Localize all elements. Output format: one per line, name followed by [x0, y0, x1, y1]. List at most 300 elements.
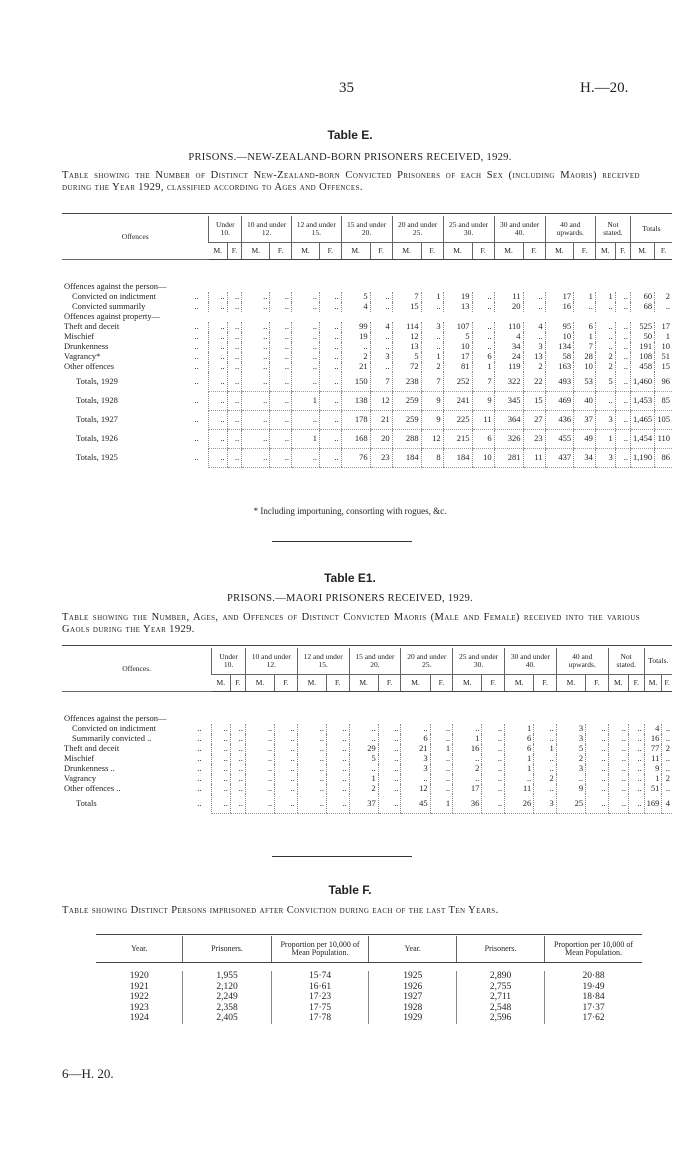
data-cell: ..: [212, 724, 231, 734]
data-cell: ..: [615, 322, 630, 332]
data-cell: ..: [628, 724, 644, 734]
data-cell: ..: [297, 754, 326, 764]
totals-cell: 5: [595, 372, 615, 391]
data-cell: 1: [644, 774, 662, 784]
data-cell: 1: [349, 774, 378, 784]
data-cell: 4: [644, 724, 662, 734]
data-cell: 11: [494, 292, 523, 302]
data-cell: ..: [595, 302, 615, 312]
data-cell: 16: [545, 302, 574, 312]
data-cell: ..: [586, 744, 609, 754]
data-cell: ..: [245, 784, 274, 794]
table-cell: 2,405: [183, 1013, 271, 1024]
table-cell: 18·84: [545, 992, 642, 1003]
data-cell: ..: [370, 332, 392, 342]
leader-dots: ..: [197, 797, 202, 808]
column-header: Year.: [369, 936, 456, 963]
data-cell: ..: [628, 774, 644, 784]
data-cell: 2: [453, 764, 482, 774]
totals-cell: 9: [421, 391, 443, 410]
data-cell: 2: [655, 292, 672, 302]
data-cell: ..: [270, 302, 292, 312]
totals-row: [62, 372, 672, 391]
data-cell: ..: [349, 734, 378, 744]
data-cell: 4: [341, 302, 370, 312]
row-label: Theft and deceit: [64, 321, 120, 332]
data-cell: ..: [370, 362, 392, 372]
data-cell: 10: [443, 342, 472, 352]
data-cell: ..: [482, 754, 505, 764]
sex-header: F.: [370, 243, 392, 260]
totals-cell: ..: [628, 794, 644, 813]
table-cell: 17·78: [271, 1013, 369, 1024]
data-cell: 12: [392, 332, 421, 342]
totals-cell: 184: [392, 448, 421, 467]
data-cell: ..: [227, 342, 242, 352]
leader-dots: ..: [194, 432, 199, 443]
data-cell: 17: [655, 322, 672, 332]
data-cell: ..: [319, 362, 341, 372]
data-cell: ..: [319, 292, 341, 302]
totals-cell: 1,460: [630, 372, 654, 391]
data-cell: ..: [326, 764, 349, 774]
totals-cell: 1: [291, 391, 319, 410]
totals-row: [62, 448, 672, 467]
data-cell: 12: [401, 784, 430, 794]
data-cell: ..: [230, 734, 245, 744]
sex-header: M.: [401, 675, 430, 692]
data-cell: 1: [453, 734, 482, 744]
row-label: Theft and deceit: [64, 743, 120, 754]
totals-cell: ..: [615, 391, 630, 410]
data-cell: 50: [630, 332, 654, 342]
data-cell: 99: [341, 322, 370, 332]
table-cell: 1924: [129, 1013, 149, 1023]
data-cell: ..: [453, 754, 482, 764]
age-group-header: Under 10.: [212, 648, 246, 675]
totals-cell: ..: [615, 410, 630, 429]
data-cell: ..: [430, 784, 453, 794]
totals-cell: 110: [655, 429, 672, 448]
sex-header: M.: [341, 243, 370, 260]
totals-cell: 34: [574, 448, 596, 467]
data-cell: ..: [270, 342, 292, 352]
data-cell: ..: [378, 754, 401, 764]
data-cell: 2: [341, 352, 370, 362]
data-cell: ..: [227, 302, 242, 312]
data-cell: ..: [482, 774, 505, 784]
data-cell: ..: [628, 754, 644, 764]
data-cell: ..: [595, 332, 615, 342]
data-cell: 3: [401, 754, 430, 764]
data-cell: ..: [212, 744, 231, 754]
totals-label: Totals, 1925: [76, 451, 118, 462]
data-cell: 68: [630, 302, 654, 312]
data-cell: ..: [270, 322, 292, 332]
totals-cell: 20: [370, 429, 392, 448]
table-cell: 17·62: [545, 1013, 642, 1024]
offences-header: Offences.: [62, 648, 212, 692]
totals-cell: ..: [615, 372, 630, 391]
data-cell: ..: [430, 764, 453, 774]
sex-header: M.: [392, 243, 421, 260]
data-cell: 5: [556, 744, 585, 754]
sex-header: M.: [644, 675, 662, 692]
row-label: Drunkenness ..: [64, 763, 115, 774]
data-cell: ..: [297, 784, 326, 794]
data-cell: ..: [275, 784, 298, 794]
data-cell: 1: [595, 292, 615, 302]
sex-header: F.: [275, 675, 298, 692]
data-cell: 9: [556, 784, 585, 794]
totals-cell: 22: [523, 372, 545, 391]
data-cell: ..: [227, 292, 242, 302]
table-cell: 2,249: [183, 992, 271, 1003]
totals-label: Totals, 1927: [76, 413, 118, 424]
row-label: Offences against the person—: [64, 281, 167, 292]
totals-cell: ..: [319, 410, 341, 429]
data-cell: ..: [245, 744, 274, 754]
data-cell: ..: [662, 724, 672, 734]
totals-cell: 215: [443, 429, 472, 448]
leader-dots: ..: [194, 291, 199, 302]
sex-header: F.: [230, 675, 245, 692]
data-cell: 6: [504, 744, 533, 754]
data-cell: ..: [453, 724, 482, 734]
data-cell: ..: [209, 352, 227, 362]
data-cell: ..: [245, 764, 274, 774]
sex-header: M.: [556, 675, 585, 692]
data-cell: ..: [472, 342, 494, 352]
data-cell: ..: [586, 734, 609, 744]
data-cell: ..: [574, 302, 596, 312]
data-cell: 72: [392, 362, 421, 372]
totals-cell: ..: [270, 410, 292, 429]
totals-cell: 7: [472, 372, 494, 391]
data-cell: ..: [227, 362, 242, 372]
data-cell: ..: [430, 734, 453, 744]
data-cell: 1: [504, 764, 533, 774]
data-cell: ..: [482, 784, 505, 794]
leader-dots: ..: [197, 753, 202, 764]
totals-cell: ..: [227, 391, 242, 410]
totals-cell: ..: [242, 429, 270, 448]
leader-dots: ..: [197, 743, 202, 754]
data-cell: ..: [534, 734, 557, 744]
table-f-title: Table F.: [328, 883, 372, 897]
age-group-header: 12 and under 15.: [291, 216, 341, 243]
totals-cell: 12: [421, 429, 443, 448]
totals-row: [62, 410, 672, 429]
age-group-header: 12 and under 15.: [297, 648, 349, 675]
data-cell: 2: [595, 352, 615, 362]
data-cell: ..: [401, 774, 430, 784]
totals-cell: 168: [341, 429, 370, 448]
data-cell: 9: [644, 764, 662, 774]
data-cell: ..: [212, 764, 231, 774]
totals-cell: ..: [270, 372, 292, 391]
data-cell: 19: [341, 332, 370, 342]
sex-header: M.: [297, 675, 326, 692]
data-cell: ..: [472, 292, 494, 302]
totals-cell: 1,453: [630, 391, 654, 410]
sex-header: M.: [242, 243, 270, 260]
totals-cell: ..: [319, 372, 341, 391]
data-cell: 6: [574, 322, 596, 332]
column-header: Prisoners.: [456, 936, 544, 963]
totals-cell: ..: [242, 410, 270, 429]
data-cell: 1: [421, 292, 443, 302]
data-cell: 1: [574, 332, 596, 342]
data-cell: 1: [574, 292, 596, 302]
data-cell: ..: [586, 764, 609, 774]
data-cell: ..: [430, 774, 453, 784]
data-cell: ..: [230, 784, 245, 794]
data-cell: 13: [392, 342, 421, 352]
data-cell: 458: [630, 362, 654, 372]
data-cell: ..: [482, 764, 505, 774]
totals-cell: ..: [595, 391, 615, 410]
data-cell: 51: [644, 784, 662, 794]
totals-cell: 11: [523, 448, 545, 467]
data-cell: 21: [341, 362, 370, 372]
data-cell: ..: [482, 744, 505, 754]
sex-header: F.: [472, 243, 494, 260]
data-cell: 10: [655, 342, 672, 352]
totals-cell: ..: [291, 410, 319, 429]
totals-cell: 36: [453, 794, 482, 813]
totals-cell: ..: [242, 391, 270, 410]
data-cell: ..: [242, 352, 270, 362]
sex-header: F.: [326, 675, 349, 692]
totals-cell: 7: [421, 372, 443, 391]
totals-cell: 37: [574, 410, 596, 429]
totals-row: [62, 391, 672, 410]
data-cell: ..: [421, 332, 443, 342]
data-cell: 16: [644, 734, 662, 744]
row-label: Mischief: [64, 753, 95, 764]
totals-cell: ..: [319, 391, 341, 410]
totals-cell: 169: [644, 794, 662, 813]
leader-dots: ..: [194, 361, 199, 372]
totals-cell: ..: [242, 372, 270, 391]
leader-dots: ..: [194, 351, 199, 362]
totals-label: Totals, 1926: [76, 432, 118, 443]
totals-cell: ..: [230, 794, 245, 813]
data-cell: 7: [574, 342, 596, 352]
totals-cell: 3: [595, 410, 615, 429]
totals-cell: 53: [574, 372, 596, 391]
data-cell: ..: [275, 754, 298, 764]
data-cell: 134: [545, 342, 574, 352]
data-cell: ..: [430, 754, 453, 764]
totals-cell: 138: [341, 391, 370, 410]
leader-dots: ..: [194, 394, 199, 405]
data-cell: 5: [341, 292, 370, 302]
data-cell: 6: [472, 352, 494, 362]
data-cell: ..: [615, 342, 630, 352]
table-row: [96, 1003, 642, 1014]
data-cell: ..: [326, 754, 349, 764]
leader-dots: ..: [194, 375, 199, 386]
data-cell: 10: [545, 332, 574, 342]
totals-cell: 455: [545, 429, 574, 448]
sex-header: M.: [291, 243, 319, 260]
data-cell: 1: [472, 362, 494, 372]
data-cell: ..: [245, 734, 274, 744]
data-cell: ..: [291, 322, 319, 332]
data-cell: ..: [326, 724, 349, 734]
data-cell: 2: [349, 784, 378, 794]
offences-header: Offences: [62, 216, 209, 260]
leader-dots: ..: [194, 331, 199, 342]
totals-cell: 86: [655, 448, 672, 467]
data-cell: ..: [297, 734, 326, 744]
age-group-header: Under 10.: [209, 216, 242, 243]
totals-cell: 259: [392, 410, 421, 429]
data-cell: ..: [326, 774, 349, 784]
sex-header: M.: [212, 675, 231, 692]
data-cell: 20: [494, 302, 523, 312]
data-cell: ..: [370, 302, 392, 312]
sex-header: F.: [628, 675, 644, 692]
data-cell: ..: [378, 734, 401, 744]
data-cell: 3: [523, 342, 545, 352]
sex-header: M.: [494, 243, 523, 260]
totals-cell: ..: [291, 448, 319, 467]
data-cell: ..: [230, 744, 245, 754]
totals-cell: 15: [523, 391, 545, 410]
data-cell: 6: [504, 734, 533, 744]
age-group-header: 10 and under 12.: [242, 216, 292, 243]
data-cell: ..: [586, 784, 609, 794]
totals-cell: ..: [209, 448, 227, 467]
row-label: Convicted summarily: [72, 301, 146, 312]
data-cell: ..: [586, 724, 609, 734]
data-cell: 17: [545, 292, 574, 302]
table-row: [62, 784, 672, 794]
table-cell: 1926: [369, 982, 456, 993]
data-cell: ..: [608, 744, 628, 754]
row-label: Convicted on indictment: [72, 723, 157, 734]
totals-cell: 437: [545, 448, 574, 467]
table-e1-title: Table E1.: [324, 571, 376, 585]
data-cell: 4: [523, 322, 545, 332]
data-cell: ..: [586, 774, 609, 784]
sex-header: F.: [523, 243, 545, 260]
table-cell: 17·23: [271, 992, 369, 1003]
data-cell: ..: [608, 734, 628, 744]
data-cell: ..: [242, 342, 270, 352]
totals-cell: 322: [494, 372, 523, 391]
data-cell: ..: [655, 302, 672, 312]
age-group-header: Totals: [630, 216, 672, 243]
totals-cell: ..: [227, 448, 242, 467]
data-cell: ..: [595, 322, 615, 332]
data-cell: ..: [628, 784, 644, 794]
data-cell: 2: [556, 754, 585, 764]
row-label: Convicted on indictment: [72, 291, 157, 302]
leader-dots: ..: [197, 733, 202, 744]
age-group-header: Totals.: [644, 648, 672, 675]
age-group-header: 40 and upwards.: [545, 216, 595, 243]
data-cell: 3: [421, 322, 443, 332]
totals-cell: 4: [662, 794, 672, 813]
totals-cell: 241: [443, 391, 472, 410]
data-cell: ..: [534, 754, 557, 764]
data-cell: ..: [270, 332, 292, 342]
totals-cell: 1: [430, 794, 453, 813]
data-cell: ..: [615, 352, 630, 362]
totals-cell: 493: [545, 372, 574, 391]
data-cell: ..: [472, 322, 494, 332]
section-divider: [272, 541, 412, 542]
sex-header: M.: [245, 675, 274, 692]
sex-header: F.: [655, 243, 672, 260]
data-cell: ..: [378, 744, 401, 754]
sex-header: F.: [615, 243, 630, 260]
totals-cell: ..: [209, 391, 227, 410]
data-cell: ..: [534, 784, 557, 794]
age-group-header: 25 and under 30.: [443, 216, 494, 243]
row-label: Drunkenness: [64, 341, 109, 352]
data-cell: ..: [270, 292, 292, 302]
table-e-description: Table showing the Number of Distinct New-Zealand-born Convicted Prisoners of each Sex (including Maoris) received during the Year 1929, classified according to Ages and Offences.: [62, 170, 640, 193]
data-cell: 2: [662, 744, 672, 754]
table-cell: 2,548: [456, 1003, 544, 1014]
data-cell: ..: [482, 734, 505, 744]
totals-cell: 288: [392, 429, 421, 448]
totals-cell: 10: [472, 448, 494, 467]
totals-cell: 150: [341, 372, 370, 391]
leader-dots: ..: [197, 773, 202, 784]
data-cell: ..: [270, 362, 292, 372]
data-cell: ..: [275, 774, 298, 784]
data-cell: 110: [494, 322, 523, 332]
data-cell: ..: [349, 724, 378, 734]
sex-header: F.: [319, 243, 341, 260]
totals-cell: 8: [421, 448, 443, 467]
column-header: Proportion per 10,000 of Mean Population.: [545, 936, 642, 963]
data-cell: 58: [545, 352, 574, 362]
totals-cell: ..: [586, 794, 609, 813]
leader-dots: ..: [197, 723, 202, 734]
totals-cell: 21: [370, 410, 392, 429]
totals-cell: 469: [545, 391, 574, 410]
totals-cell: 1: [595, 429, 615, 448]
data-cell: ..: [608, 764, 628, 774]
data-cell: 21: [401, 744, 430, 754]
page-reference: H.—20.: [580, 80, 629, 96]
data-cell: 11: [504, 784, 533, 794]
sex-header: M.: [630, 243, 654, 260]
page-footer: 6—H. 20.: [62, 1066, 114, 1081]
data-cell: ..: [242, 322, 270, 332]
data-cell: 1: [504, 724, 533, 734]
totals-cell: 49: [574, 429, 596, 448]
age-group-header: 10 and under 12.: [245, 648, 297, 675]
data-cell: 4: [494, 332, 523, 342]
data-cell: 13: [523, 352, 545, 362]
totals-cell: 7: [370, 372, 392, 391]
sex-header: M.: [209, 243, 227, 260]
data-cell: ..: [662, 734, 672, 744]
section-divider-2: [272, 856, 412, 857]
data-cell: ..: [430, 724, 453, 734]
sex-header: M.: [595, 243, 615, 260]
column-header: Proportion per 10,000 of Mean Population.: [271, 936, 369, 963]
data-cell: ..: [275, 764, 298, 774]
